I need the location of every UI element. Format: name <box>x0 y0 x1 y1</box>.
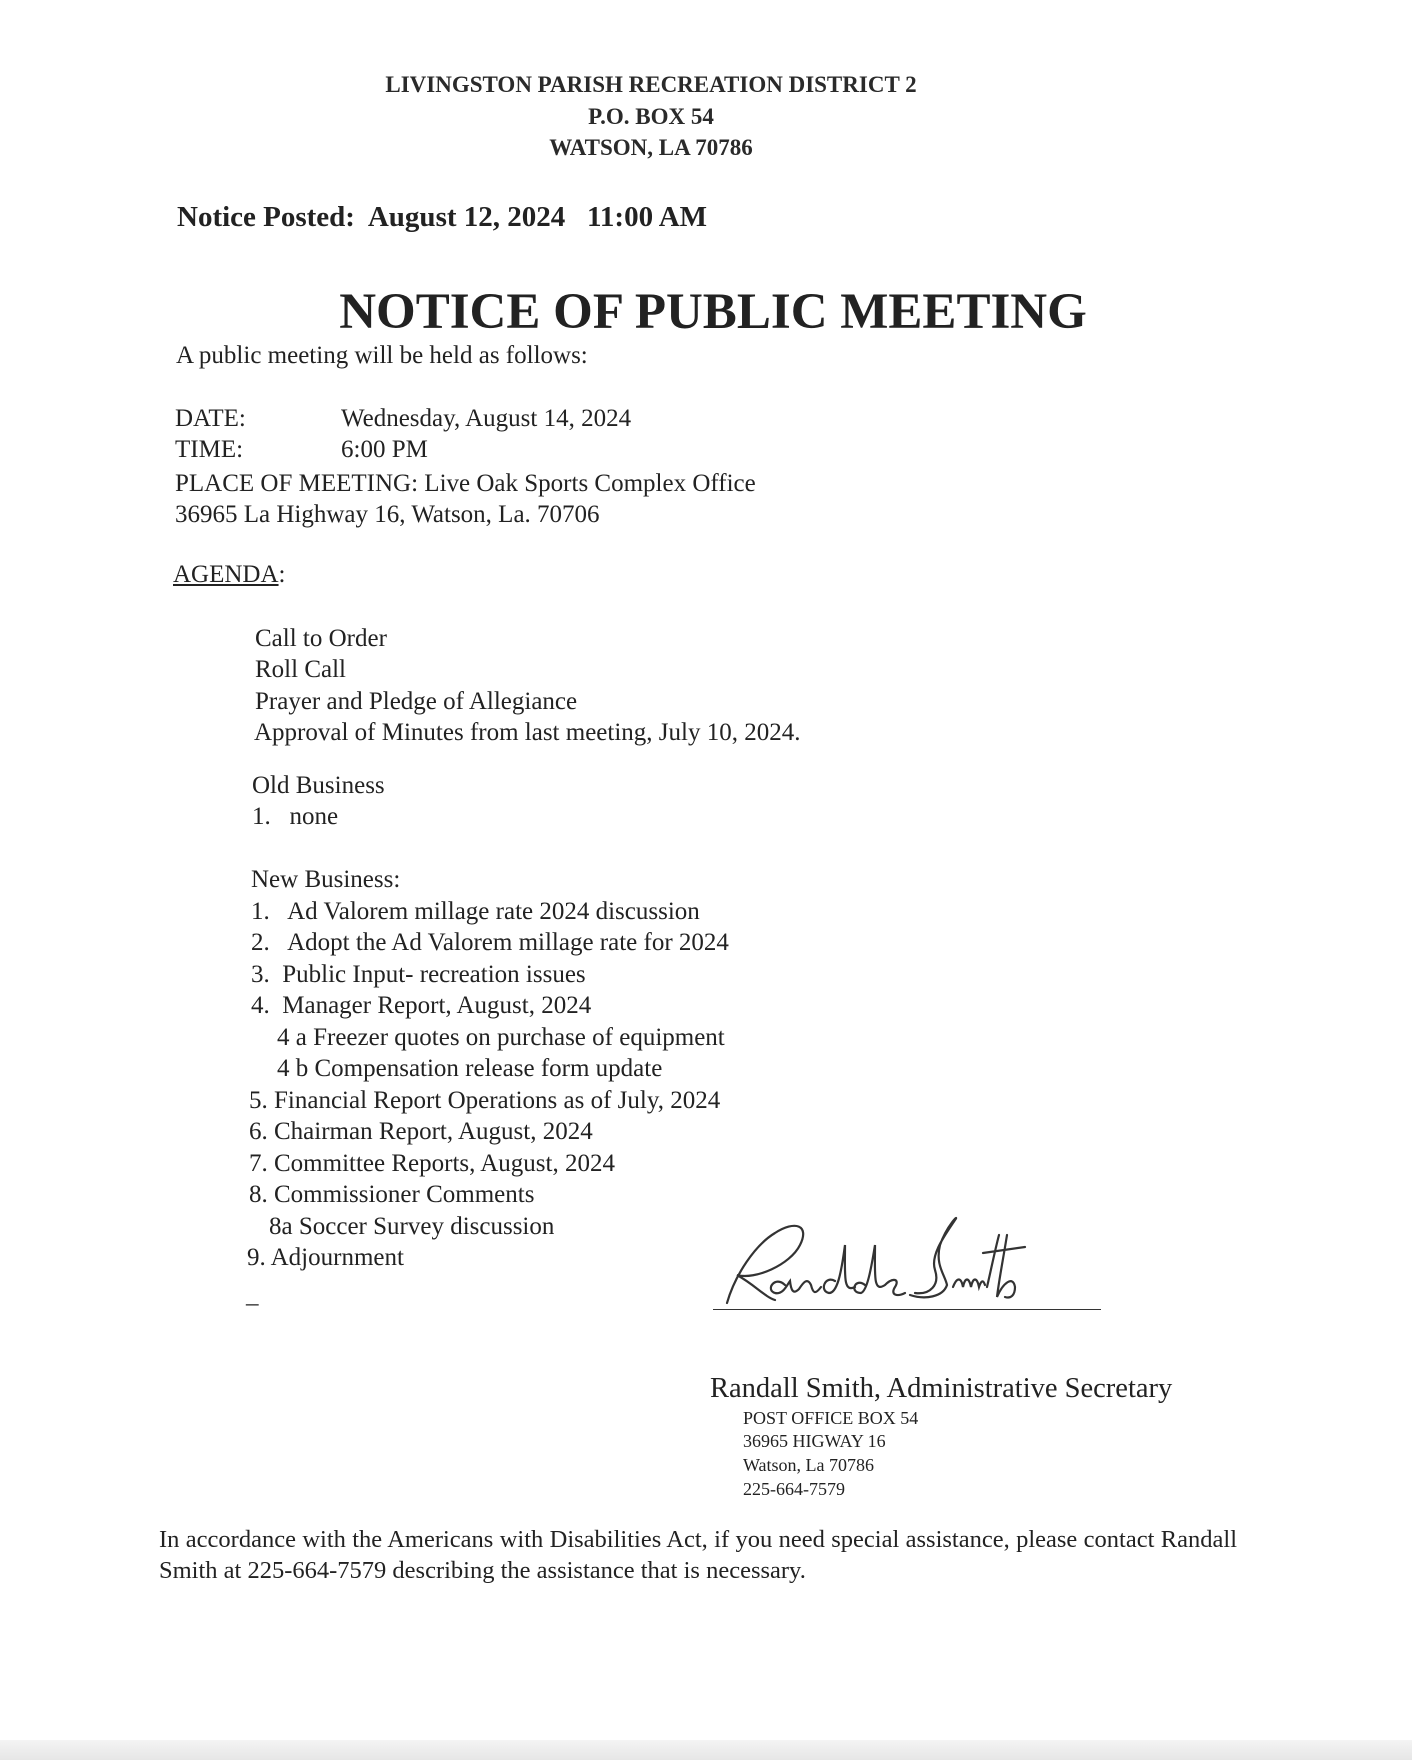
time-value: 6:00 PM <box>341 436 428 463</box>
signer-address-line: Watson, La 70786 <box>743 1455 875 1475</box>
agenda-item: Prayer and Pledge of Allegiance <box>255 688 578 715</box>
org-city: WATSON, LA 70786 <box>549 135 753 160</box>
new-business-item: 9. Adjournment <box>247 1244 404 1271</box>
new-business-item: 2. Adopt the Ad Valorem millage rate for 2024 <box>251 929 729 956</box>
signer-address-line: 36965 HIGWAY 16 <box>743 1431 886 1451</box>
new-business-subitem: 8a Soccer Survey discussion <box>269 1213 555 1240</box>
agenda-heading <box>173 562 286 587</box>
agenda-colon: : <box>278 561 286 588</box>
notice-posted: Notice Posted: August 12, 2024 11:00 AM <box>177 201 708 233</box>
signer-phone: 225-664-7579 <box>743 1479 845 1499</box>
new-business-item: 6. Chairman Report, August, 2024 <box>249 1118 593 1145</box>
agenda-label: AGENDA <box>173 561 279 588</box>
new-business-item: 7. Committee Reports, August, 2024 <box>249 1150 615 1177</box>
agenda-item: Call to Order <box>255 625 387 652</box>
new-business-item: 1. Ad Valorem millage rate 2024 discussion <box>251 898 700 925</box>
meeting-place: PLACE OF MEETING: Live Oak Sports Complex Office <box>175 470 756 497</box>
new-business-item: 3. Public Input- recreation issues <box>251 961 586 988</box>
old-business-heading: Old Business <box>252 772 385 799</box>
agenda-item: Approval of Minutes from last meeting, July 10, 2024. <box>254 719 801 746</box>
new-business-subitem: 4 b Compensation release form update <box>277 1055 663 1082</box>
new-business-item: 5. Financial Report Operations as of July, 2024 <box>249 1087 721 1114</box>
meeting-address: 36965 La Highway 16, Watson, La. 70706 <box>175 501 600 528</box>
dash-mark: _ <box>246 1281 259 1308</box>
ada-notice: In accordance with the Americans with Disabilities Act, if you need special assistance, please contact Randall Smith at 225-664-7579 describing the assistance that is necessary. <box>159 1526 1237 1584</box>
signature-line <box>713 1309 1101 1310</box>
intro-text: A public meeting will be held as follows: <box>176 342 588 369</box>
new-business-heading: New Business: <box>251 866 401 893</box>
new-business-item: 4. Manager Report, August, 2024 <box>251 992 592 1019</box>
date-value: Wednesday, August 14, 2024 <box>341 405 632 432</box>
org-box: P.O. BOX 54 <box>588 104 714 129</box>
signer-name-title: Randall Smith, Administrative Secretary <box>710 1373 1173 1404</box>
page-title: NOTICE OF PUBLIC MEETING <box>339 284 1087 340</box>
viewer-bottom-edge <box>0 1740 1412 1760</box>
signature-image <box>715 1215 1035 1310</box>
new-business-item: 8. Commissioner Comments <box>249 1181 535 1208</box>
date-label: DATE: <box>175 405 246 432</box>
signer-address-line: POST OFFICE BOX 54 <box>743 1408 919 1428</box>
new-business-subitem: 4 a Freezer quotes on purchase of equipment <box>277 1024 725 1051</box>
time-label: TIME: <box>175 436 244 463</box>
agenda-item: Roll Call <box>255 656 346 683</box>
org-name: LIVINGSTON PARISH RECREATION DISTRICT 2 <box>385 72 917 97</box>
old-business-item: 1. none <box>252 803 339 830</box>
